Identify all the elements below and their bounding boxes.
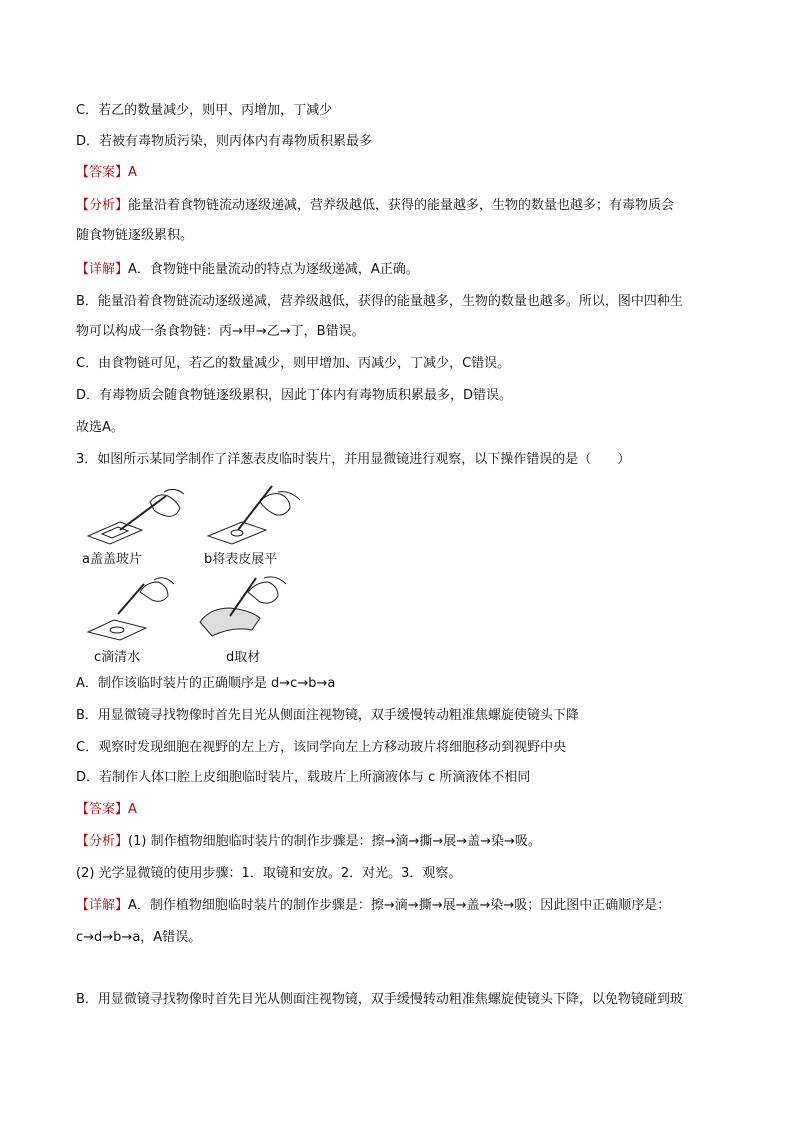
answer-tag: 【答案】 (76, 165, 129, 180)
q3-option-c: C．观察时发现细胞在视野的左上方，该同学向左上方移动玻片将细胞移动到视野中央 (76, 740, 567, 755)
q3-analysis-line-2: (2) 光学显微镜的使用步骤：1．取镜和安放。2．对光。3．观察。 (76, 866, 462, 881)
detail-line-b2: 物可以构成一条食物链：丙→甲→乙→丁，B错误。 (76, 324, 365, 339)
q3-option-d: D．若制作人体口腔上皮细胞临时装片，载玻片上所滴液体与 c 所滴液体不相同 (76, 770, 531, 785)
option-d-text: D．若被有毒物质污染，则丙体内有毒物质积累最多 (76, 134, 373, 149)
q3-detail-line-a2: c→d→b→a，A错误。 (76, 930, 202, 945)
q3-analysis-tag: 【分析】 (76, 834, 129, 849)
answer-line (76, 163, 137, 183)
detail-line-b1: B．能量沿着食物链流动逐级递减，营养级越低，获得的能量越多，生物的数量也越多。所以，图中四种生 (76, 294, 683, 309)
answer-value: A (128, 165, 137, 180)
figure-b-spread-epidermis (200, 478, 310, 550)
figure-c-caption: c滴清水 (94, 650, 141, 665)
q3-answer-value: A (128, 802, 137, 817)
q3-answer-tag: 【答案】 (76, 802, 129, 817)
figure-b-caption: b将表皮展平 (204, 552, 278, 567)
analysis-line-2: 随食物链逐级累积。 (76, 228, 194, 243)
analysis-line-1 (76, 196, 674, 216)
q3-answer-line (76, 800, 137, 820)
detail-line-a (76, 260, 419, 280)
detail-line-c: C．由食物链可见，若乙的数量减少，则甲增加、丙减少，丁减少，C错误。 (76, 356, 511, 371)
figure-a-cover-slip (80, 482, 190, 550)
figure-c-drop-water (84, 570, 184, 642)
analysis-tag: 【分析】 (76, 198, 129, 213)
detail-line-d: D．有毒物质会随食物链逐级累积，因此丁体内有毒物质积累最多，D错误。 (76, 388, 513, 403)
detail-a-text: A．食物链中能量流动的特点为逐级递减，A正确。 (128, 262, 419, 277)
q3-analysis-text-1: (1) 制作植物细胞临时装片的制作步骤是：擦→滴→撕→展→盖→染→吸。 (128, 834, 541, 849)
q3-detail-tag: 【详解】 (76, 898, 129, 913)
q3-option-b: B．用显微镜寻找物像时首先目光从侧面注视物镜，双手缓慢转动粗准焦螺旋使镜头下降 (76, 708, 579, 723)
q3-option-a: A．制作该临时装片的正确顺序是 d→c→b→a (76, 676, 336, 691)
q3-detail-a1-text: A．制作植物细胞临时装片的制作步骤是：擦→滴→撕→展→盖→染→吸；因此图中正确顺序是： (128, 898, 671, 913)
choose-line: 故选A。 (76, 420, 124, 435)
figure-d-caption: d取材 (226, 650, 261, 665)
figure-d-take-material (190, 566, 300, 642)
analysis-text: 能量沿着食物链流动逐级递减，营养级越低，获得的能量越多，生物的数量也越多；有毒物质会 (128, 198, 675, 213)
question-3-stem: 3．如图所示某同学制作了洋葱表皮临时装片，并用显微镜进行观察，以下操作错误的是（ ） (76, 452, 631, 467)
q3-detail-line-a1 (76, 896, 670, 916)
option-c-text: C．若乙的数量减少，则甲、丙增加，丁减少 (76, 103, 333, 118)
q3-analysis-line-1 (76, 832, 541, 852)
q3-detail-line-b: B．用显微镜寻找物像时首先目光从侧面注视物镜，双手缓慢转动粗准焦螺旋使镜头下降，以免物镜碰到玻 (76, 992, 683, 1007)
figure-a-caption: a盖盖玻片 (82, 552, 142, 567)
detail-tag: 【详解】 (76, 262, 129, 277)
